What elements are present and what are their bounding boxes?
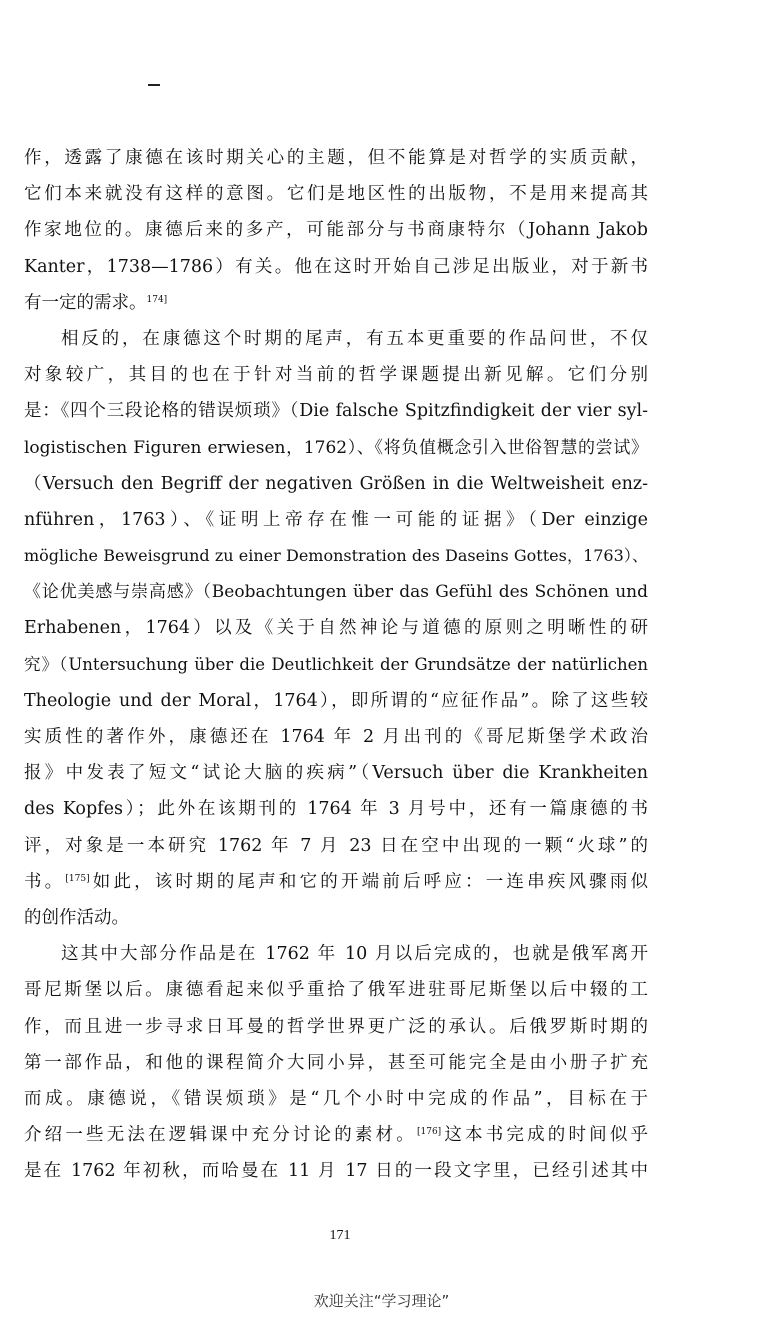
- text-segment: 这本书完成的时间似乎: [441, 1125, 649, 1146]
- text-segment: 有一定的需求。: [24, 292, 147, 313]
- text-line: [24, 1117, 648, 1153]
- text-line: （Versuch den Begriff der negativen Größen in die Weltweisheit enz-: [24, 473, 648, 494]
- text-line: 评，对象是一本研究 1762 年 7 月 23 日在空中出现的一颗“火球”的: [24, 835, 648, 856]
- text-line: [24, 864, 648, 900]
- paragraph-start: 相反的，在康德这个时期的尾声，有五本更重要的作品问世，不仅: [61, 328, 648, 349]
- text-line: des Kopfes）；此外在该期刊的 1764 年 3 月号中，还有一篇康德的书: [24, 799, 648, 820]
- text-line: 究》（Untersuchung über die Deutlichkeit der Grundsätze der natürlichen: [24, 654, 648, 674]
- text-line: 《论优美感与崇高感》（Beobachtungen über das Gefühl des Schönen und: [24, 582, 648, 603]
- text-line: 对象较广，其目的也在于针对当前的哲学课题提出新见解。它们分别: [24, 365, 648, 386]
- text-line: 实质性的著作外，康德还在 1764 年 2 月出刊的《哥尼斯堡学术政治: [24, 727, 648, 747]
- text-line: 哥尼斯堡以后。康德看起来似乎重拾了俄军进驻哥尼斯堡以后中辍的工: [24, 980, 648, 1001]
- body-text: [24, 140, 648, 1189]
- footnote-ref: 174]: [146, 294, 168, 305]
- text-segment: 书。: [24, 871, 66, 892]
- text-line: 第一部作品，和他的课程简介大同小异，甚至可能完全是由小册子扩充: [24, 1052, 648, 1073]
- footer-note: 欢迎关注“学习理论”: [313, 1292, 450, 1310]
- text-segment: 介绍一些无法在逻辑课中充分讨论的素材。: [24, 1125, 417, 1146]
- text-line: Kanter，1738—1786）有关。他在这时开始自己涉足出版业，对于新书: [24, 256, 648, 277]
- text-line: 作家地位的。康德后来的多产，可能部分与书商康特尔（Johann Jakob: [24, 220, 648, 241]
- text-line: 作，而且进一步寻求日耳曼的哲学世界更广泛的承认。后俄罗斯时期的: [24, 1016, 648, 1037]
- footnote-ref: [175]: [65, 873, 90, 884]
- text-line: 它们本来就没有这样的意图。它们是地区性的出版物，不是用来提高其: [24, 184, 648, 205]
- text-line: 而成。康德说，《错误烦琐》是“几个小时中完成的作品”，目标在于: [24, 1088, 648, 1109]
- text-line: 报》中发表了短文“试论大脑的疾病”（Versuch über die Krankheiten: [24, 763, 648, 784]
- text-segment: 如此，该时期的尾声和它的开端前后呼应：一连串疾风骤雨似: [89, 871, 649, 892]
- text-line: 作，透露了康德在该时期关心的主题，但不能算是对哲学的实质贡献，: [24, 148, 648, 168]
- text-line: 的创作活动。: [24, 907, 129, 928]
- paragraph-start: 这其中大部分作品是在 1762 年 10 月以后完成的，也就是俄军离开: [61, 944, 648, 965]
- stray-mark: [148, 84, 160, 86]
- text-line: 是在 1762 年初秋，而哈曼在 11 月 17 日的一段文字里，已经引述其中: [24, 1161, 648, 1182]
- page-number: 171: [329, 1228, 351, 1243]
- text-line: mögliche Beweisgrund zu einer Demonstration des Daseins Gottes，1763）、: [24, 546, 649, 566]
- text-line: nführen，1763）、《证明上帝存在惟一可能的证据》（Der einzige: [24, 509, 648, 530]
- footnote-ref: [176]: [416, 1127, 442, 1138]
- text-line: 是：《四个三段论格的错误烦琐》（Die falsche Spitzfindigkeit der vier syl-: [24, 401, 648, 422]
- text-line: logistischen Figuren erwiesen，1762）、《将负值概念引入世俗智慧的尝试》: [24, 437, 648, 458]
- text-line: Erhabenen，1764）以及《关于自然神论与道德的原则之明晰性的研: [24, 618, 648, 639]
- text-line: Theologie und der Moral，1764），即所谓的“应征作品”。除了这些较: [24, 690, 648, 711]
- text-line: [24, 285, 648, 321]
